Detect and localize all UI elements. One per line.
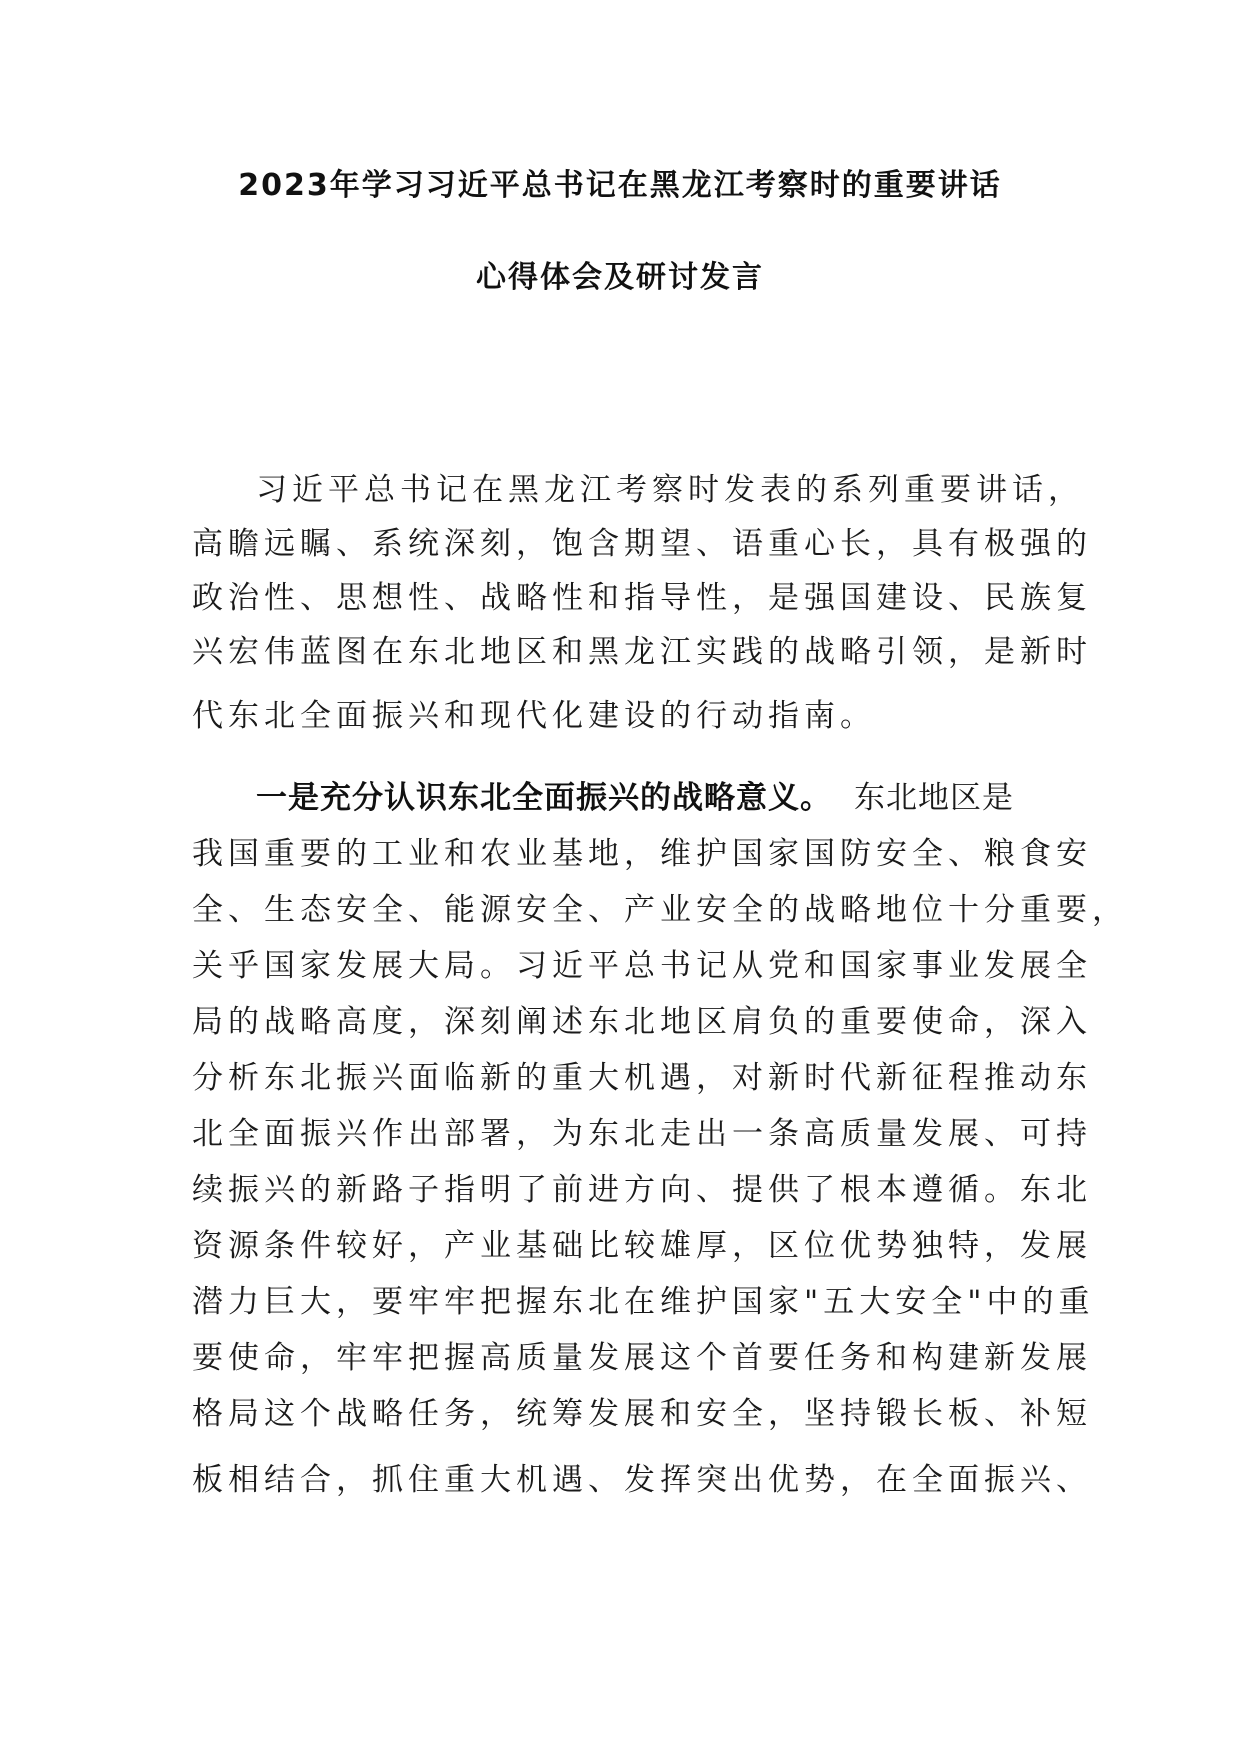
document-title-line-1: 2023年学习习近平总书记在黑龙江考察时的重要讲话: [238, 168, 1002, 203]
section-1-line: 要使命，牢牢把握高质量发展这个首要任务和构建新发展: [192, 1340, 1092, 1376]
section-1-line: 格局这个战略任务，统筹发展和安全，坚持锻长板、补短: [192, 1396, 1092, 1432]
section-1-line: 全、生态安全、能源安全、产业安全的战略地位十分重要，: [192, 892, 1128, 928]
intro-line: 习近平总书记在黑龙江考察时发表的系列重要讲话，: [256, 472, 1084, 508]
section-1-line: 板相结合，抓住重大机遇、发挥突出优势，在全面振兴、: [192, 1462, 1092, 1498]
section-1-line: 潜力巨大，要牢牢把握东北在维护国家"五大安全"中的重: [192, 1284, 1095, 1320]
section-1-first-line: [256, 778, 1014, 818]
section-1-line: 北全面振兴作出部署，为东北走出一条高质量发展、可持: [192, 1116, 1092, 1152]
section-1-line: 续振兴的新路子指明了前进方向、提供了根本遵循。东北: [192, 1172, 1092, 1208]
intro-line: 兴宏伟蓝图在东北地区和黑龙江实践的战略引领，是新时: [192, 634, 1092, 670]
intro-line: 高瞻远瞩、系统深刻，饱含期望、语重心长，具有极强的: [192, 526, 1092, 562]
section-1-line: 资源条件较好，产业基础比较雄厚，区位优势独特，发展: [192, 1228, 1092, 1264]
section-1-line: 关乎国家发展大局。习近平总书记从党和国家事业发展全: [192, 948, 1092, 984]
section-1-line: 局的战略高度，深刻阐述东北地区肩负的重要使命，深入: [192, 1004, 1092, 1040]
document-title-line-2: 心得体会及研讨发言: [476, 260, 764, 295]
section-1-line: 我国重要的工业和农业基地，维护国家国防安全、粮食安: [192, 836, 1092, 872]
intro-line: 政治性、思想性、战略性和指导性，是强国建设、民族复: [192, 580, 1092, 616]
section-1-line: 分析东北振兴面临新的重大机遇，对新时代新征程推动东: [192, 1060, 1092, 1096]
section-1-lead-rest: 东北地区是: [854, 780, 1014, 816]
intro-line: 代东北全面振兴和现代化建设的行动指南。: [192, 698, 876, 734]
section-1-lead: 一是充分认识东北全面振兴的战略意义。: [256, 780, 832, 816]
